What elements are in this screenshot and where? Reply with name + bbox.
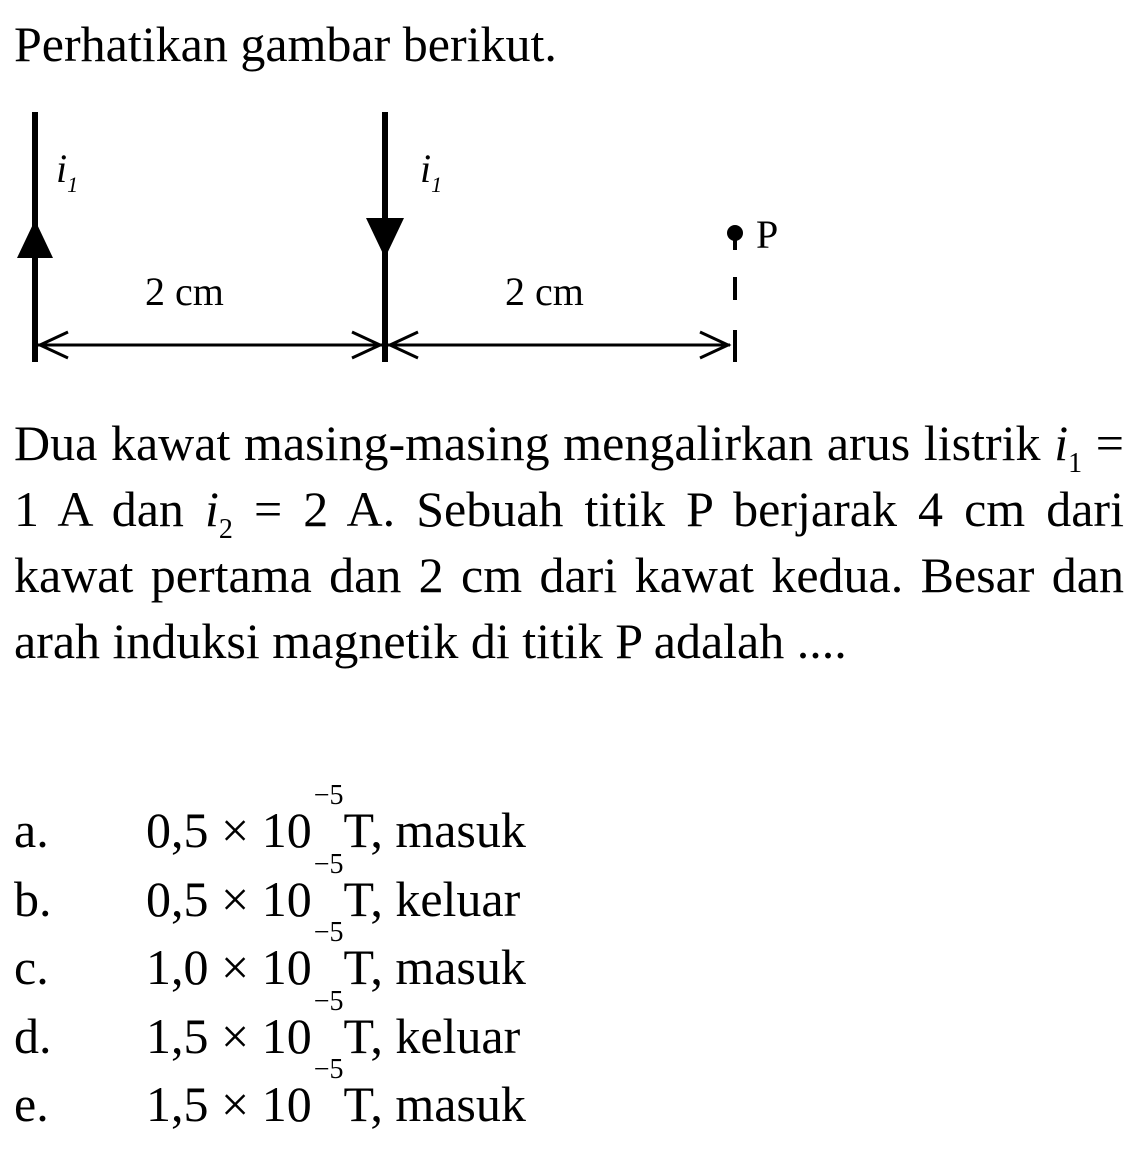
option-d[interactable]: d. 1,5 × 10 −5 T, keluar [14, 985, 521, 1064]
dimension-2 [388, 332, 730, 358]
option-b[interactable]: b. 0,5 × 10 −5 T, keluar [14, 848, 521, 927]
answer-options [14, 780, 526, 1139]
question-text: Dua kawat masing-masing mengalirkan arus listrik $i_1 = 1$ A dan $i_2 = 2$ A. Sebuah titik P berjarak 4 cm dari kawat pertama dan 2 cm dari kawat kedua. Besar dan arah induksi magnetik di titik P adalah .... [14, 415, 1124, 669]
point-p-marker [727, 225, 743, 362]
wire-2-label: $i_1$ [420, 146, 443, 197]
wires-diagram [0, 100, 800, 380]
dimension-1 [38, 332, 382, 358]
wire-1-label: $i_1$ [56, 146, 79, 197]
option-c[interactable]: c. 1,0 × 10 −5 T, masuk [14, 917, 526, 995]
arrow-up-icon [17, 220, 53, 258]
dimension-2-label: 2 cm [505, 269, 584, 314]
point-p-label: P [756, 212, 779, 257]
option-e[interactable]: e. 1,5 × 10 −5 T, masuk [14, 1054, 526, 1132]
wire-2 [366, 112, 404, 362]
wire-1 [17, 112, 53, 362]
dimension-1-label: 2 cm [145, 269, 224, 314]
option-a[interactable]: a. 0,5 × 10 −5 T, masuk [14, 780, 526, 858]
arrow-down-icon [366, 218, 404, 258]
intro-text: Perhatikan gambar berikut. [14, 16, 557, 72]
